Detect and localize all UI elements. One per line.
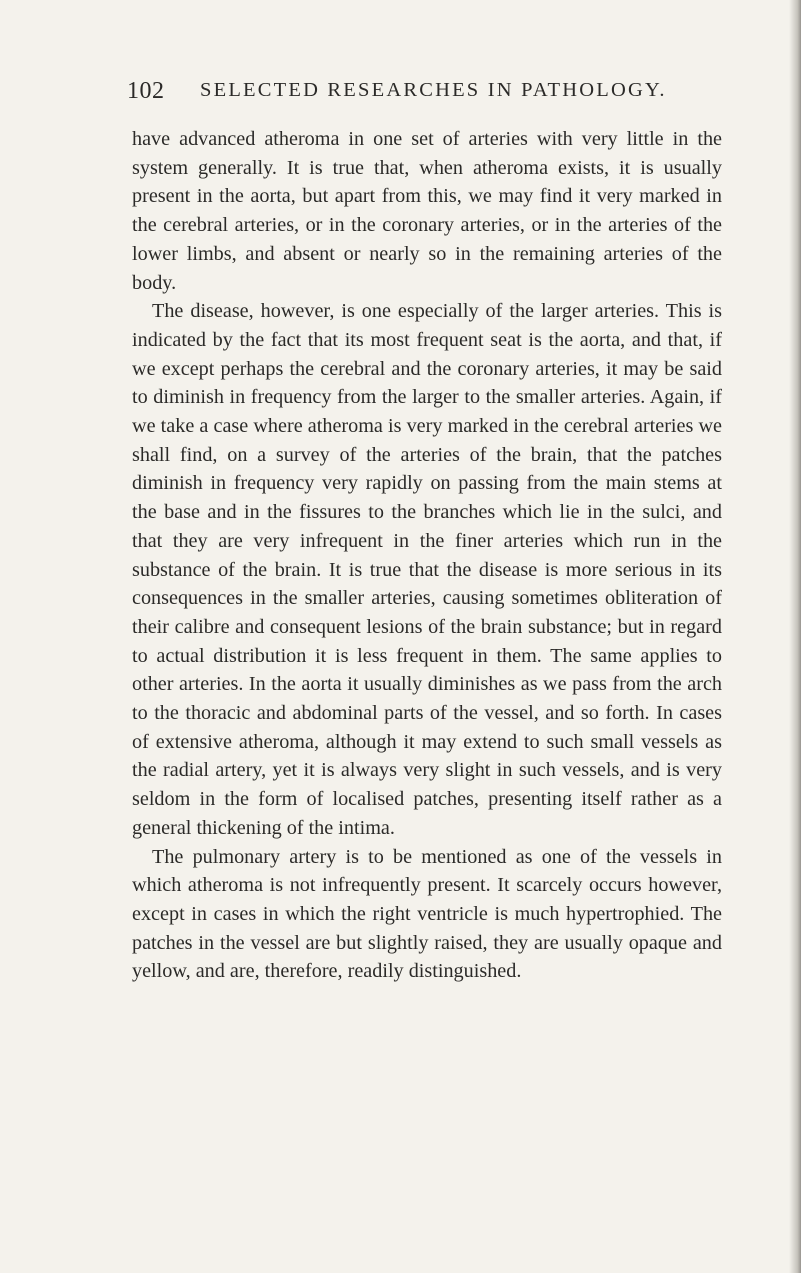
paragraph-pulmonary-artery: The pulmonary artery is to be mentioned as one of the vessels in which atheroma is not infrequently present. It scarcely occurs however, except in cases in which the right ventricle is much hypertrophied. The patches in the vessel are but slightly raised, they are usually opaque and yellow, and are, therefore, readily distinguished. [132,845,722,983]
paragraph-larger-arteries: The disease, however, is one especially of the larger arteries. This is indicated by the fact that its most frequent seat is the aorta, and that, if we except perhaps the cerebral and the coronary arteries, it may be said to diminish in frequency from the larger to the smaller arteries. Again, if we take a case where atheroma is very marked in the cerebral arteries we shall find, on a survey of the arteries of the brain, that the patches diminish in frequency very rapidly on passing from the main stems at the base and in the fissures to the branches which lie in the sulci, and that they are very infrequent in the finer arteries which run in the substance of the brain. It is true that the disease is more serious in its consequences in the smaller arteries, causing sometimes obliteration of their calibre and consequent lesions of the brain substance; but in regard to actual distribution it is less frequent in them. The same applies to other arteries. In the aorta it usually diminishes as we pass from the arch to the thoracic and abdominal parts of the vessel, and so forth. In cases of extensive atheroma, although it may extend to such small vessels as the radial artery, yet it is always very slight in such vessels, and is very seldom in the form of localised patches, presenting itself rather as a general thickening of the intima. [132,300,722,839]
page-number: 102 [127,78,165,104]
paragraph-continued: have advanced atheroma in one set of arteries with very little in the system generally. It is true that, when atheroma exists, it is usually present in the aorta, but apart from this, we may find it very marked in the cerebral arteries, or in the coronary arteries, or in the arteries of the lower limbs, and absent or nearly so in the remaining arteries of the body. [132,128,722,294]
running-title: SELECTED RESEARCHES IN PATHOLOGY. [200,79,667,101]
page-edge-shadow [789,0,801,1273]
running-head [127,78,727,108]
body-text [132,125,722,986]
